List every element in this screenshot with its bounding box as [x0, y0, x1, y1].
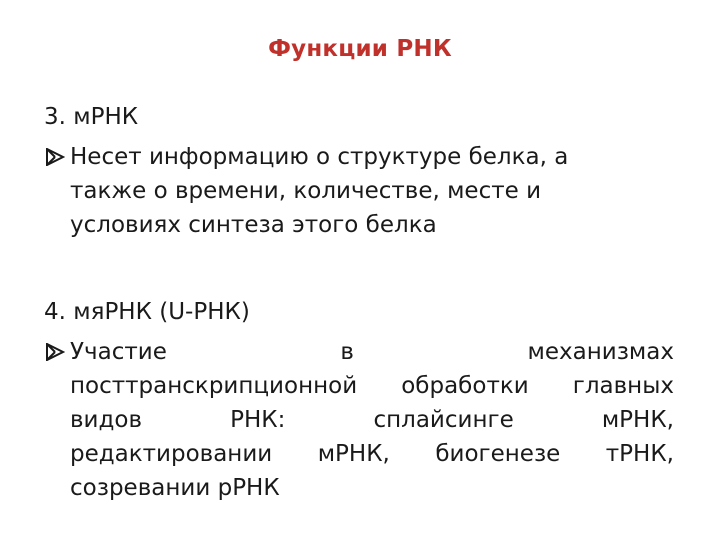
- bullet-text: [70, 335, 674, 505]
- bullet-item: [44, 140, 674, 242]
- arrow-bullet-icon: [44, 140, 66, 174]
- word: в: [340, 339, 354, 365]
- bullet-line: [70, 369, 674, 403]
- word: обработки: [401, 373, 529, 399]
- word: мРНК,: [601, 407, 674, 433]
- section-mrna: [44, 100, 674, 242]
- word: РНК:: [230, 407, 286, 433]
- bullet-item: [44, 335, 674, 505]
- section-heading: 4. мяРНК (U-РНК): [44, 299, 250, 325]
- bullet-line: [70, 437, 674, 471]
- arrow-bullet-icon: [44, 335, 66, 369]
- bullet-line: условиях синтеза этого белка: [70, 212, 437, 238]
- bullet-line: созревании рРНК: [70, 475, 280, 501]
- word: Участие: [70, 339, 167, 365]
- word: мРНК,: [317, 441, 390, 467]
- word: механизмах: [527, 339, 674, 365]
- word: биогенезе: [435, 441, 561, 467]
- section-snrna: [44, 295, 674, 505]
- slide-title: Функции РНК: [268, 36, 452, 62]
- bullet-text: [70, 140, 674, 242]
- word: посттранскрипционной: [70, 373, 358, 399]
- bullet-line: Несет информацию о структуре белка, а: [70, 144, 569, 170]
- word: видов: [70, 407, 143, 433]
- word: сплайсинге: [373, 407, 514, 433]
- word: редактировании: [70, 441, 273, 467]
- word: главных: [572, 373, 674, 399]
- bullet-line: также о времени, количестве, месте и: [70, 178, 542, 204]
- word: тРНК,: [605, 441, 674, 467]
- bullet-line: [70, 335, 674, 369]
- section-heading: 3. мРНК: [44, 104, 139, 130]
- bullet-line: [70, 403, 674, 437]
